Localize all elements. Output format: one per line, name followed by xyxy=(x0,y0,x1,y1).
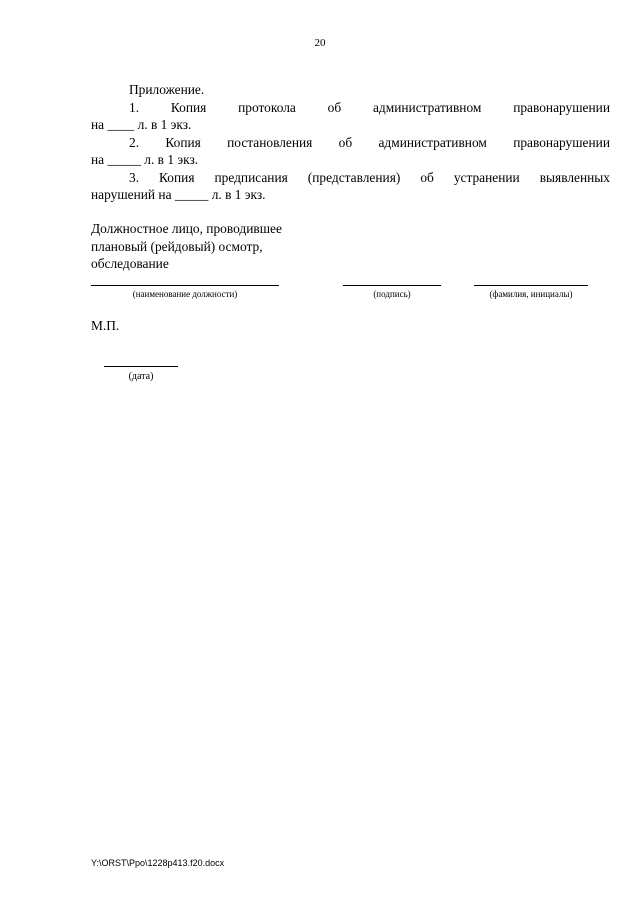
date-field xyxy=(104,366,178,382)
signature-underline xyxy=(343,285,441,286)
attachments-heading: Приложение. xyxy=(129,82,205,97)
position-signature-field xyxy=(91,285,279,305)
official-line-1: Должностное лицо, проводившее xyxy=(91,221,282,236)
official-title-block xyxy=(91,220,282,273)
name-caption: (фамилия, инициалы) xyxy=(489,289,573,299)
attachment-item-2-line-2: на _____ л. в 1 экз. xyxy=(91,152,199,167)
attachment-item-1-line-1: 1. Копия протокола об административном правонарушении xyxy=(129,99,610,115)
name-signature-field xyxy=(474,285,588,305)
footer-file-path: Y:\ORST\Ppo\1228p413.f20.docx xyxy=(91,858,225,868)
attachment-item-3-line-1: 3. Копия предписания (представления) об устранении выявленных xyxy=(129,169,610,185)
position-caption: (наименование должности) xyxy=(132,289,238,299)
signature-caption: (подпись) xyxy=(373,289,411,299)
attachment-item-2-line-1: 2. Копия постановления об административном правонарушении xyxy=(129,134,610,150)
attachment-item-3-line-2: нарушений на _____ л. в 1 экз. xyxy=(91,187,266,202)
name-underline xyxy=(474,285,588,286)
attachment-item-1-line-2: на ____ л. в 1 экз. xyxy=(91,117,192,132)
stamp-place-label: М.П. xyxy=(91,318,120,333)
date-caption: (дата) xyxy=(128,371,154,382)
date-underline xyxy=(104,366,178,367)
official-line-2: плановый (рейдовый) осмотр, xyxy=(91,238,263,254)
attachments-section xyxy=(91,81,610,204)
position-underline xyxy=(91,285,279,286)
signature-field xyxy=(343,285,441,305)
page-number: 20 xyxy=(314,37,326,49)
official-line-3: обследование xyxy=(91,256,169,271)
